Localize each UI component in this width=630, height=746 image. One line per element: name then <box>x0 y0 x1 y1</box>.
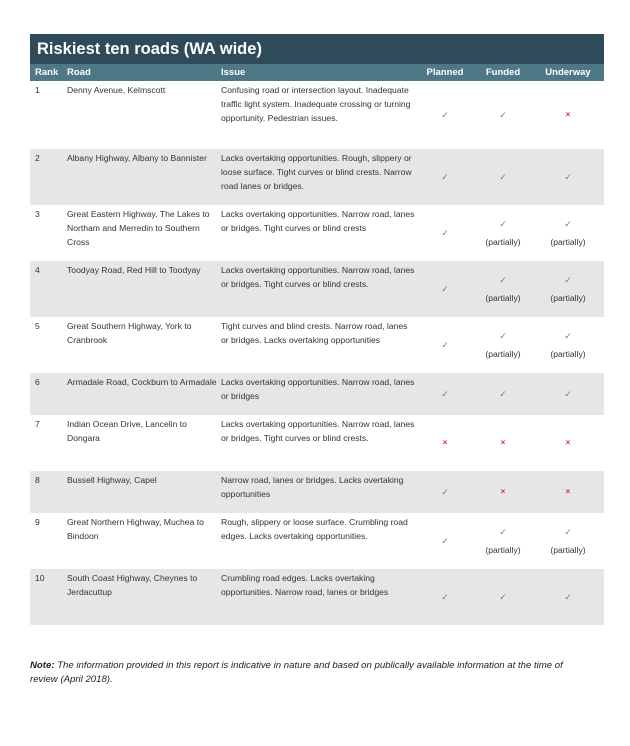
row-issue: Lacks overtaking opportunities. Narrow road, lanes or bridges. Tight curves or blind crests <box>221 209 415 233</box>
table-row <box>30 205 604 261</box>
row-rank: 10 <box>35 573 45 583</box>
row-funded-status <box>474 471 532 513</box>
check-icon: ✓ <box>564 389 572 399</box>
check-icon: ✓ <box>441 172 449 182</box>
row-underway-status <box>532 569 604 625</box>
table-row <box>30 317 604 373</box>
row-road: Albany Highway, Albany to Bannister <box>67 153 207 163</box>
check-icon: ✓ <box>499 172 507 182</box>
row-issue: Narrow road, lanes or bridges. Lacks overtaking opportunities <box>221 475 404 499</box>
header-planned: Planned <box>426 67 464 78</box>
cross-icon: × <box>565 487 571 496</box>
table-row <box>30 471 604 513</box>
check-icon: ✓ <box>499 527 507 537</box>
table-header-row <box>30 64 604 81</box>
row-funded-status <box>474 373 532 415</box>
note-label: Note: <box>30 660 55 671</box>
row-road: Indian Ocean Drive, Lancelin to Dongara <box>67 419 187 443</box>
check-icon: ✓ <box>564 275 572 285</box>
row-road: Armadale Road, Cockburn to Armadale <box>67 377 217 387</box>
check-icon: ✓ <box>499 219 507 229</box>
riskiest-roads-table <box>30 34 604 625</box>
row-planned-status <box>416 81 474 149</box>
row-underway-status <box>532 415 604 471</box>
row-rank: 8 <box>35 475 40 485</box>
check-icon: ✓ <box>441 110 449 120</box>
row-funded-status <box>474 205 532 261</box>
row-road: South Coast Highway, Cheynes to Jerdacuttup <box>67 573 198 597</box>
row-planned-status <box>416 569 474 625</box>
check-icon: ✓ <box>564 527 572 537</box>
header-road: Road <box>67 67 91 78</box>
row-rank: 4 <box>35 265 40 275</box>
check-icon: ✓ <box>564 331 572 341</box>
row-planned-status <box>416 149 474 205</box>
row-funded-status <box>474 513 532 569</box>
check-icon: ✓ <box>441 592 449 602</box>
check-icon: ✓ <box>441 284 449 294</box>
row-funded-status <box>474 149 532 205</box>
check-icon: ✓ <box>441 228 449 238</box>
check-icon: ✓ <box>564 592 572 602</box>
row-planned-status <box>416 415 474 471</box>
cross-icon: × <box>500 487 506 496</box>
row-road: Toodyay Road, Red Hill to Toodyay <box>67 265 201 275</box>
check-icon: ✓ <box>564 172 572 182</box>
check-icon: ✓ <box>499 110 507 120</box>
row-underway-status <box>532 205 604 261</box>
row-underway-status <box>532 471 604 513</box>
row-funded-status <box>474 317 532 373</box>
cross-icon: × <box>500 438 506 447</box>
partially-label: (partially) <box>550 237 586 247</box>
partially-label: (partially) <box>485 349 521 359</box>
table-row <box>30 415 604 471</box>
row-issue: Rough, slippery or loose surface. Crumbling road edges. Lacks overtaking opportunities. <box>221 517 408 541</box>
row-road: Bussell Highway, Capel <box>67 475 157 485</box>
check-icon: ✓ <box>499 389 507 399</box>
row-rank: 7 <box>35 419 40 429</box>
row-road: Great Northern Highway, Muchea to Bindoon <box>67 517 204 541</box>
partially-label: (partially) <box>550 349 586 359</box>
row-planned-status <box>416 373 474 415</box>
row-issue: Lacks overtaking opportunities. Rough, slippery or loose surface. Tight curves or blind crests. Narrow road lanes or bridges. <box>221 153 412 191</box>
check-icon: ✓ <box>441 487 449 497</box>
row-underway-status <box>532 317 604 373</box>
row-issue: Lacks overtaking opportunities. Narrow road, lanes or bridges. Tight curves or blind crests. <box>221 265 415 289</box>
cross-icon: × <box>442 438 448 447</box>
cross-icon: × <box>565 438 571 447</box>
table-row <box>30 81 604 149</box>
table-title: Riskiest ten roads (WA wide) <box>30 34 604 64</box>
row-issue: Crumbling road edges. Lacks overtaking opportunities. Narrow road, lanes or bridges <box>221 573 389 597</box>
check-icon: ✓ <box>564 219 572 229</box>
table-row <box>30 149 604 205</box>
row-underway-status <box>532 513 604 569</box>
row-planned-status <box>416 261 474 317</box>
row-rank: 2 <box>35 153 40 163</box>
row-funded-status <box>474 261 532 317</box>
row-issue: Confusing road or intersection layout. Inadequate traffic light system. Inadequate crossing or turning opportunity. Pedestrian issues. <box>221 85 411 123</box>
table-row <box>30 261 604 317</box>
table-body <box>30 81 604 625</box>
cross-icon: × <box>565 110 571 119</box>
check-icon: ✓ <box>499 592 507 602</box>
row-rank: 3 <box>35 209 40 219</box>
row-rank: 5 <box>35 321 40 331</box>
table-row <box>30 569 604 625</box>
check-icon: ✓ <box>441 536 449 546</box>
row-issue: Lacks overtaking opportunities. Narrow road, lanes or bridges. Tight curves or blind crests. <box>221 419 415 443</box>
table-row <box>30 373 604 415</box>
row-planned-status <box>416 317 474 373</box>
partially-label: (partially) <box>550 293 586 303</box>
check-icon: ✓ <box>441 340 449 350</box>
header-funded: Funded <box>485 67 521 78</box>
row-rank: 1 <box>35 85 40 95</box>
row-underway-status <box>532 81 604 149</box>
row-underway-status <box>532 261 604 317</box>
note-text: The information provided in this report is indicative in nature and based on publically available information at the time of review (April 2018). <box>30 660 563 685</box>
row-funded-status <box>474 81 532 149</box>
row-issue: Lacks overtaking opportunities. Narrow road, lanes or bridges <box>221 377 415 401</box>
row-issue: Tight curves and blind crests. Narrow road, lanes or bridges. Lacks overtaking opportunities <box>221 321 408 345</box>
header-rank: Rank <box>35 67 59 78</box>
row-rank: 6 <box>35 377 40 387</box>
check-icon: ✓ <box>441 389 449 399</box>
check-icon: ✓ <box>499 275 507 285</box>
partially-label: (partially) <box>550 545 586 555</box>
check-icon: ✓ <box>499 331 507 341</box>
row-funded-status <box>474 569 532 625</box>
partially-label: (partially) <box>485 237 521 247</box>
row-rank: 9 <box>35 517 40 527</box>
row-road: Great Southern Highway, York to Cranbrook <box>67 321 192 345</box>
row-underway-status <box>532 149 604 205</box>
partially-label: (partially) <box>485 293 521 303</box>
table-row <box>30 513 604 569</box>
row-planned-status <box>416 205 474 261</box>
row-underway-status <box>532 373 604 415</box>
header-underway: Underway <box>545 67 591 78</box>
row-road: Denny Avenue, Kelmscott <box>67 85 166 95</box>
row-planned-status <box>416 513 474 569</box>
partially-label: (partially) <box>485 545 521 555</box>
row-funded-status <box>474 415 532 471</box>
row-planned-status <box>416 471 474 513</box>
footnote <box>30 659 590 687</box>
header-issue: Issue <box>221 67 246 78</box>
row-road: Great Eastern Highway, The Lakes to Northam and Merredin to Southern Cross <box>67 209 210 247</box>
